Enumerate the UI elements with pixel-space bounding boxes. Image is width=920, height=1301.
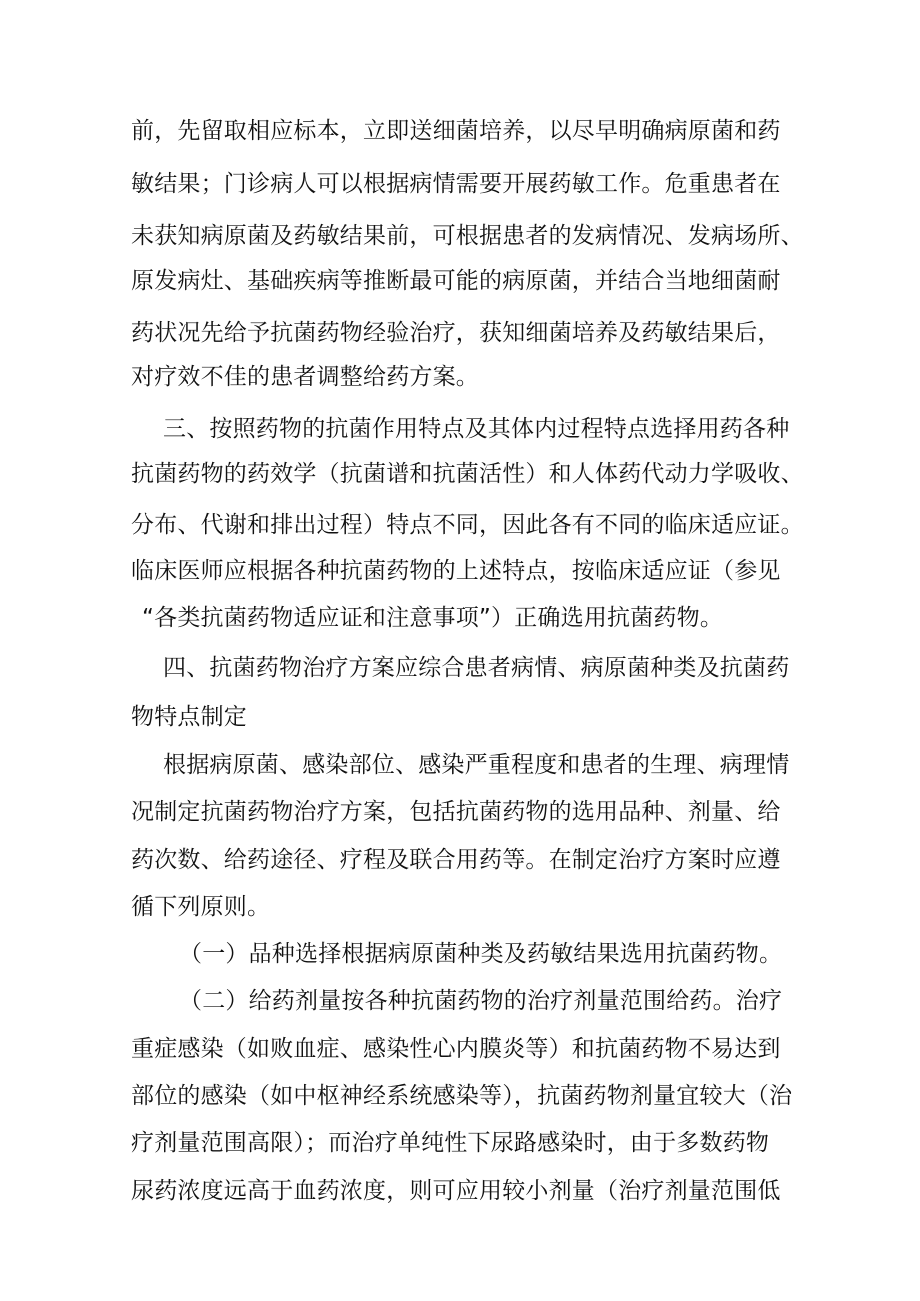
subsection-2: （二）给药剂量按各种抗菌药物的治疗剂量范围给药。治疗 xyxy=(179,988,783,1014)
text-line-23: 尿药浓度远高于血药浓度，则可应用较小剂量（治疗剂量范围低 xyxy=(131,1178,781,1204)
text-line-3: 未获知病原菌及药敏结果前，可根据患者的发病情况、发病场所、 xyxy=(131,223,804,249)
text-line-16: 药次数、给药途径、疗程及联合用药等。在制定治疗方案时应遵 xyxy=(131,847,781,873)
section-heading-3: 三、按照药物的抗菌作用特点及其体内过程特点选择用药各种 xyxy=(163,416,790,442)
text-line-1: 前，先留取相应标本，立即送细菌培养，以尽早明确病原菌和药 xyxy=(131,118,781,144)
text-line-5: 药状况先给予抗菌药物经验治疗，获知细菌培养及药敏结果后， xyxy=(131,320,781,346)
text-line-8: 抗菌药物的药效学（抗菌谱和抗菌活性）和人体药代动力学吸收、 xyxy=(131,461,804,487)
text-line-9: 分布、代谢和排出过程）特点不同，因此各有不同的临床适应证。 xyxy=(131,512,804,538)
text-line-22: 疗剂量范围高限）；而治疗单纯性下尿路感染时，由于多数药物 xyxy=(131,1130,770,1156)
text-line-10: 临床医师应根据各种抗菌药物的上述特点，按临床适应证（参见 xyxy=(131,558,781,584)
section-heading-4: 四、抗菌药物治疗方案应综合患者病情、病原菌种类及抗菌药 xyxy=(163,655,790,681)
text-line-21: 部位的感染（如中枢神经系统感染等），抗菌药物剂量宜较大（治 xyxy=(131,1083,793,1109)
text-line-17: 循下列原则。 xyxy=(131,894,271,920)
text-line-11: “各类抗菌药物适应证和注意事项”）正确选用抗菌药物。 xyxy=(142,605,724,631)
subsection-1: （一）品种选择根据病原菌种类及药敏结果选用抗菌药物。 xyxy=(179,941,783,967)
text-line-2: 敏结果；门诊病人可以根据病情需要开展药敏工作。危重患者在 xyxy=(131,171,781,197)
text-line-6: 对疗效不佳的患者调整给药方案。 xyxy=(131,364,479,390)
text-line-20: 重症感染（如败血症、感染性心内膜炎等）和抗菌药物不易达到 xyxy=(131,1036,781,1062)
text-line-15: 况制定抗菌药物治疗方案，包括抗菌药物的选用品种、剂量、给 xyxy=(131,799,781,825)
text-line-14: 根据病原菌、感染部位、感染严重程度和患者的生理、病理情 xyxy=(163,752,790,778)
text-line-13: 物特点制定 xyxy=(131,704,247,730)
text-line-4: 原发病灶、基础疾病等推断最可能的病原菌，并结合当地细菌耐 xyxy=(131,268,781,294)
